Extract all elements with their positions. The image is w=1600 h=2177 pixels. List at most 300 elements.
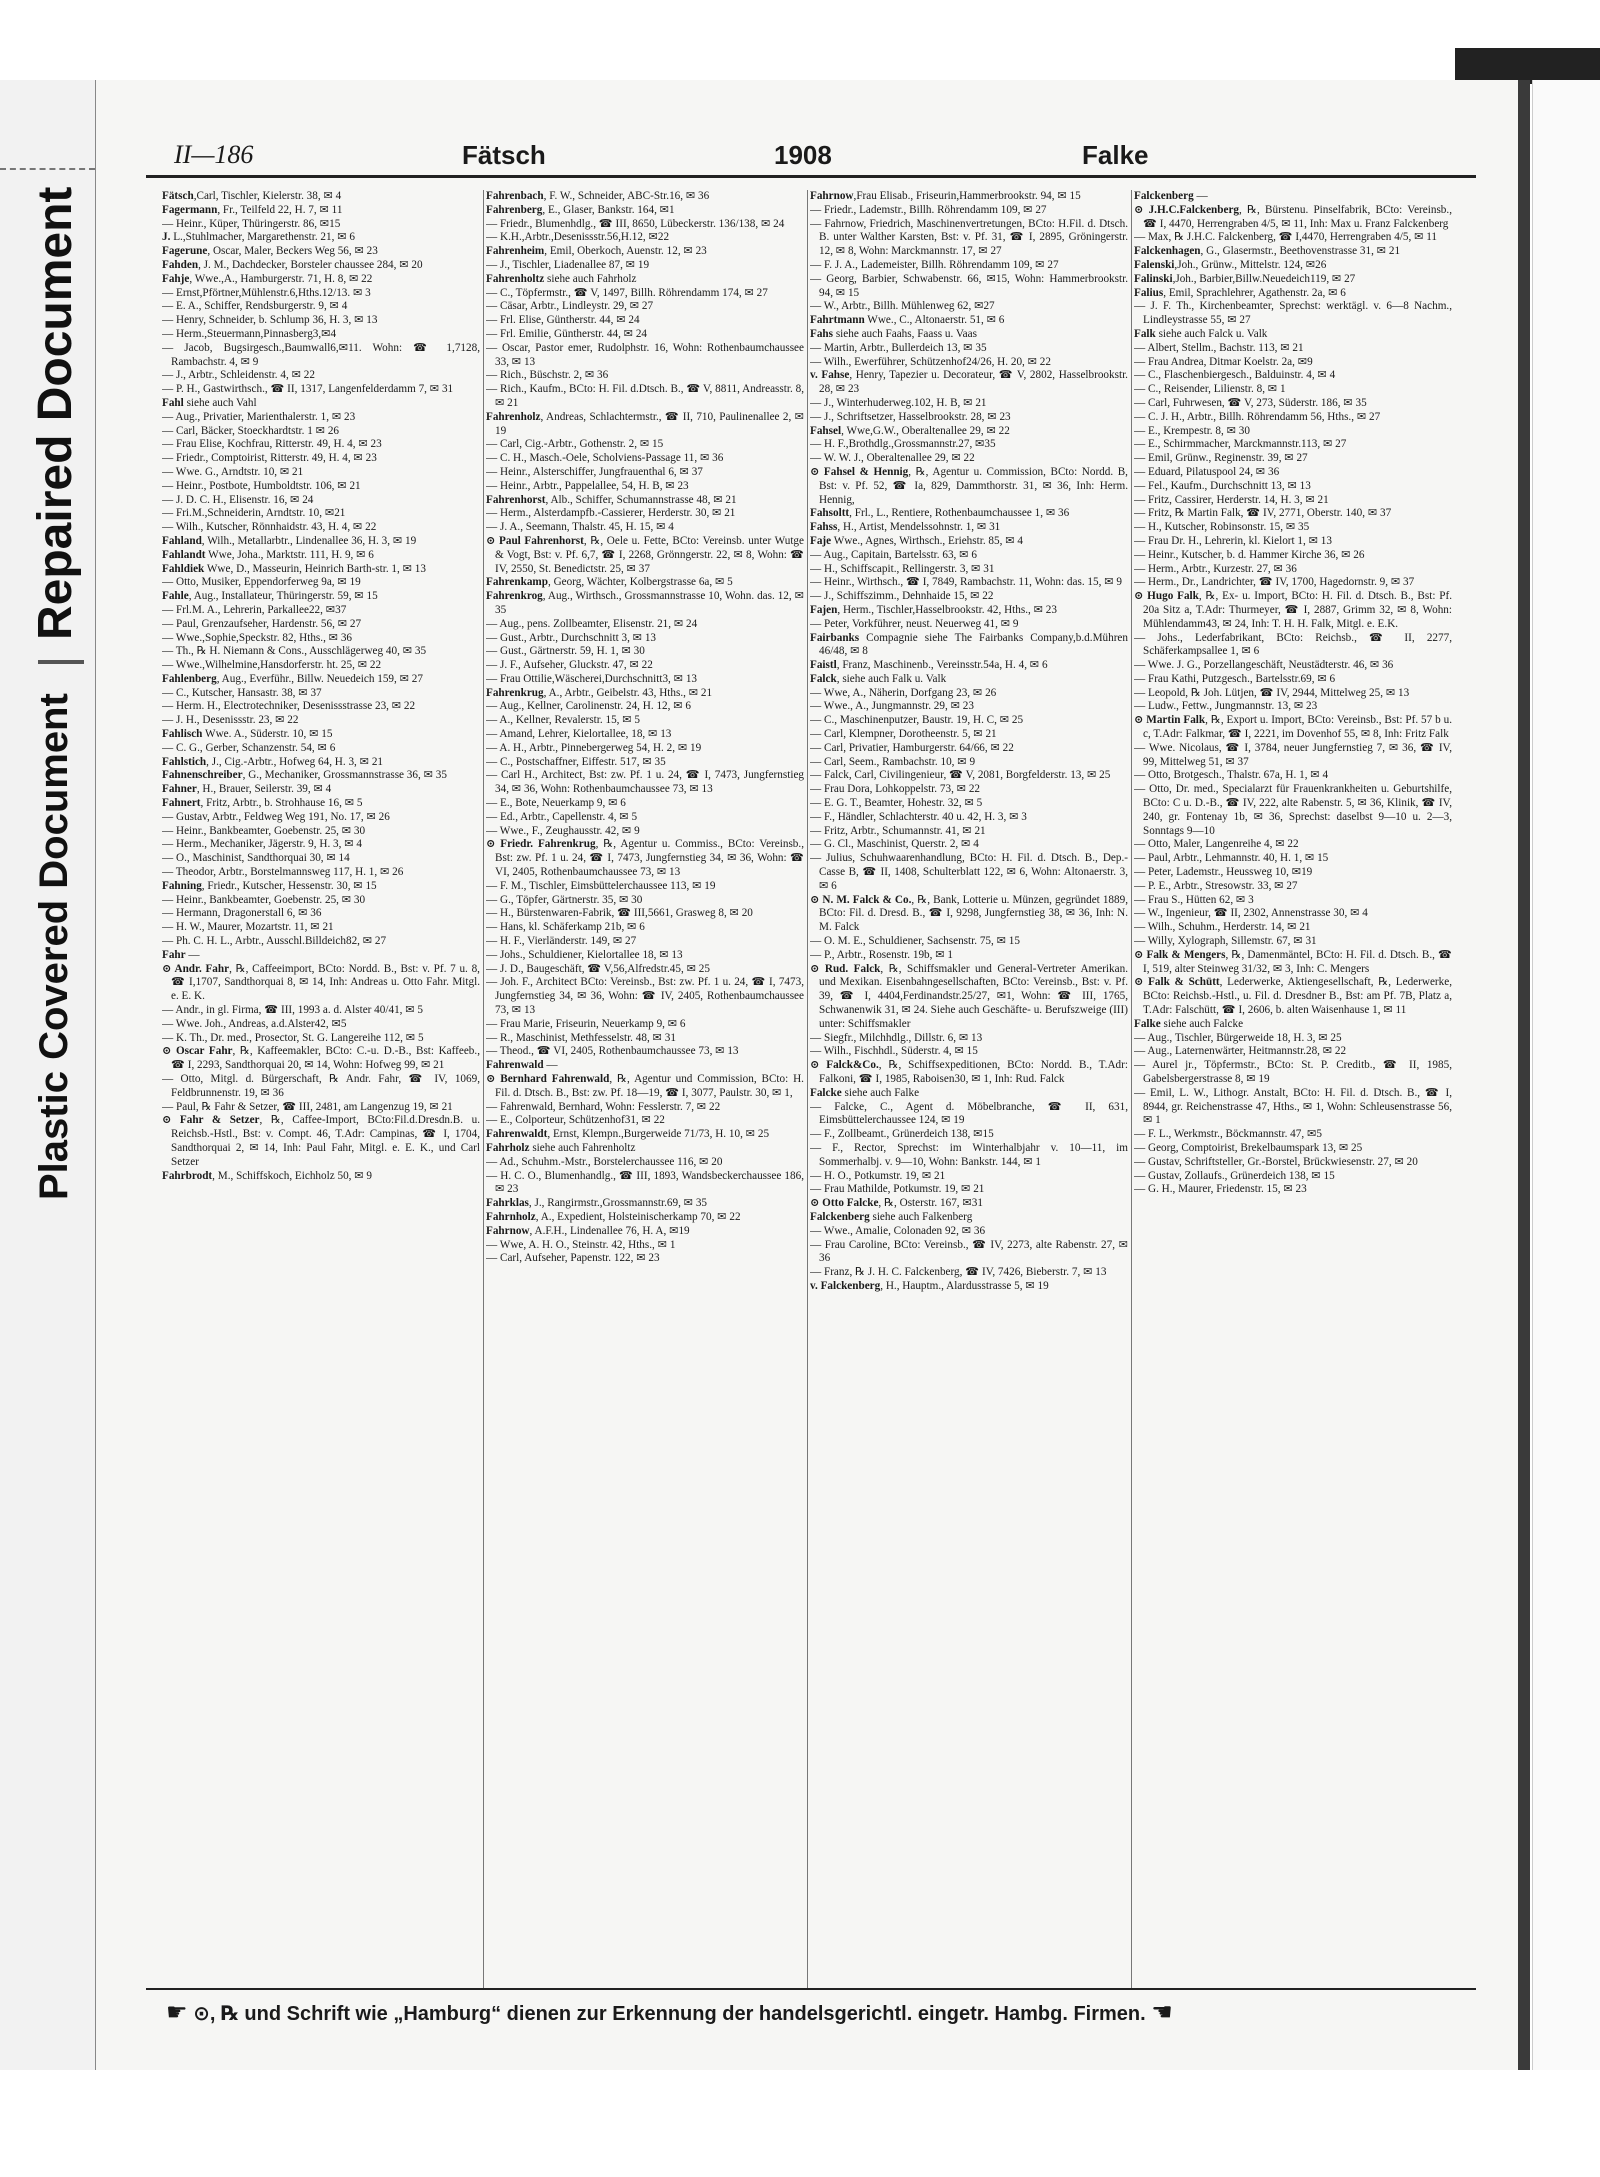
directory-entry: — Gustav, Zollaufs., Grünerdeich 138, ✉ 15	[1134, 1169, 1335, 1182]
directory-entry: — Otto, Musiker, Eppendorferweg 9a, ✉ 19	[162, 576, 361, 589]
directory-entry: — C., Kutscher, Hansastr. 38, ✉ 37	[162, 686, 322, 699]
directory-entry: — Herm.,Steuermann,Pinnasberg3,✉4	[162, 327, 337, 340]
directory-entry: — C. G., Gerber, Schanzenstr. 54, ✉ 6	[162, 741, 336, 754]
directory-entry: — Cäsar, Arbtr., Lindleystr. 29, ✉ 27	[486, 300, 654, 313]
directory-entry: Fahl siehe auch Vahl	[162, 396, 257, 409]
entry-surname: Fahr	[162, 948, 186, 961]
directory-entry: ⊙ Friedr. Fahrenkrug, ℞, Agentur u. Commiss., BCto: Vereinsb., Bst: zw. Pf. 1 u. 24, ☎ I, 7473, Jungfernstieg 34, ✉ 36, Wohn: ☎ VI, 2405, Rothenbaumchaussee 73, ✉ 13	[486, 838, 804, 879]
directory-entry: — Amand, Lehrer, Kielortallee, 18, ✉ 13	[486, 728, 672, 741]
directory-entry: — Georg, Barbier, Schwabenstr. 66, ✉15, Wohn: Hammerbrookstr. 94, ✉ 15	[810, 272, 1128, 299]
directory-entry: — Gustav, Schriftsteller, Gr.-Borstel, Brückwiesenstr. 27, ✉ 20	[1134, 1155, 1418, 1168]
directory-entry: — Aug., pens. Zollbeamter, Elisenstr. 21, ✉ 24	[486, 617, 698, 630]
directory-entry: ⊙ Fahsel & Hennig, ℞, Agentur u. Commission, BCto: Nordd. B, Bst: v. Pf. 52, ☎ Ia, 829, Dammthorstr. 31, ✉ 36, Inh: Herm. Hennig,	[810, 465, 1128, 506]
directory-entry: Fahle, Aug., Installateur, Thüringerstr. 59, ✉ 15	[162, 590, 378, 603]
directory-entry: Fahrnholz, A., Expedient, Holsteinischerkamp 70, ✉ 22	[486, 1210, 741, 1223]
directory-entry: — Wwe, A. H. O., Steinstr. 42, Hths., ✉ 1	[486, 1238, 676, 1251]
entry-surname: Fahrnholz	[486, 1210, 536, 1223]
directory-entry: ⊙ Falk & Schütt, Lederwerke, Aktiengesellschaft, ℞, Lederwerke, BCto: Reichsb.-Hstl., u. Fil. d. Dresdner B., Bst: am Pf. 7B, Platz a, T.Adr: Falschütt, ☎ I, 2606, b. alten Waisenhause 1, ✉ 11	[1134, 976, 1452, 1017]
directory-entry: — Paul, ℞ Fahr & Setzer, ☎ III, 2481, am Langenzug 19, ✉ 21	[162, 1100, 453, 1113]
directory-entry: — Ad., Schuhm.-Mstr., Borstelerchaussee 116, ✉ 20	[486, 1155, 723, 1168]
entry-surname: Fahrenholz	[486, 410, 541, 423]
directory-entry: — Hermann, Dragonerstall 6, ✉ 36	[162, 907, 322, 920]
directory-entry: — R., Maschinist, Methfesselstr. 48, ✉ 31	[486, 1031, 676, 1044]
entry-surname: ⊙ Friedr. Fahrenkrug	[486, 838, 596, 851]
directory-entry: — Theodor, Arbtr., Borstelmannsweg 117, H. 1, ✉ 26	[162, 866, 404, 879]
entry-surname: Falinski	[1134, 272, 1173, 285]
directory-entry: — J., Schiffszimm., Dehnhaide 15, ✉ 22	[810, 590, 994, 603]
directory-entry: Fahldiek Wwe, D., Masseurin, Heinrich Barth-str. 1, ✉ 13	[162, 562, 426, 575]
directory-entry: — J., Winterhuderweg.102, H. B, ✉ 21	[810, 396, 987, 409]
directory-entry: Fahrenwaldt, Ernst, Klempn.,Burgerweide 71/73, H. 10, ✉ 25	[486, 1128, 770, 1141]
directory-entry: — Frau Ottilie,Wäscherei,Durchschnitt3, ✉ 13	[486, 672, 698, 685]
directory-entry: ⊙ J.H.C.Falckenberg, ℞, Bürstenu. Pinselfabrik, BCto: Vereinsb., ☎ I, 4470, Herrengraben 4/5, ✉ 11, Inh: Max u. Franz Falckenberg	[1134, 203, 1452, 230]
directory-entry: ⊙ Otto Falcke, ℞, Osterstr. 167, ✉31	[810, 1197, 983, 1210]
directory-entry: — Ludw., Fettw., Jungmannstr. 13, ✉ 23	[1134, 700, 1318, 713]
directory-entry: — Fahrenwald, Bernhard, Wohn: Fesslerstr. 7, ✉ 22	[486, 1100, 721, 1113]
directory-entry: — Fahrnow, Friedrich, Maschinenvertretungen, BCto: H.Fil. d. Dtsch. B. unter Walther Karsten, Bst: v. Pf. 31, ☎ I, 2895, Gröningerstr. 12, ✉ 8, Wohn: Marckmannstr. 17, ✉ 27	[810, 217, 1128, 258]
directory-entry: — Franz, ℞ J. H. C. Falckenberg, ☎ IV, 7426, Bieberstr. 7, ✉ 13	[810, 1266, 1107, 1279]
directory-entry: — O. M. E., Schuldiener, Sachsenstr. 75, ✉ 15	[810, 935, 1020, 948]
entry-surname: Fahsel	[810, 424, 842, 437]
entry-surname: Fahrenhorst	[486, 493, 546, 506]
directory-entry: Falke siehe auch Falcke	[1134, 1017, 1244, 1030]
directory-entry: Fahrenkrug, A., Arbtr., Geibelstr. 43, Hths., ✉ 21	[486, 686, 713, 699]
entry-surname: ⊙ Falk & Schütt	[1134, 976, 1220, 989]
directory-entry: Fahrenbach, F. W., Schneider, ABC-Str.16, ✉ 36	[486, 190, 710, 202]
directory-entry: Fagerune, Oscar, Maler, Beckers Weg 56, ✉ 23	[162, 245, 378, 258]
directory-entry: — Emil, L. W., Lithogr. Anstalt, BCto: H. Fil. d. Dtsch. B., ☎ I, 8944, gr. Reichenstrasse 47, Hths., ✉ 1, Wohn: Schleusenstrasse 56, ✉ 1	[1134, 1086, 1452, 1127]
entry-surname: ⊙ Rud. Falck	[810, 962, 881, 975]
entry-surname: Fahrenwaldt	[486, 1128, 548, 1141]
directory-entry: — Aug., Capitain, Bartelsstr. 63, ✉ 6	[810, 548, 977, 561]
entry-surname: Fahrklas	[486, 1197, 529, 1210]
entry-surname: Fahrenwald	[486, 1059, 544, 1072]
directory-entry: — H. C. O., Blumenhandlg., ☎ III, 1893, Wandsbeckerchaussee 186, ✉ 23	[486, 1169, 804, 1196]
directory-entry: ⊙ Rud. Falck, ℞, Schiffsmakler und General-Vertreter Amerikan. und Mexikan. Eisenbahngesellschaften, BCto: Vereinsb., Bst: v. Pf. 39, ☎ I, 4404,Ferdinandstr.25/27, ✉1, Wohn: ☎ III, 1765, Schwanenwik 31, ✉ 24. Siehe auch Geschäfte- u. Berufszweige (III) unter: Schiffsmakler	[810, 962, 1128, 1030]
directory-entry: Fahlandt Wwe, Joha., Marktstr. 111, H. 9, ✉ 6	[162, 548, 374, 561]
entry-surname: Fagermann	[162, 203, 218, 216]
directory-entry: — Andr., in gl. Firma, ☎ III, 1993 a. d. Alster 40/41, ✉ 5	[162, 1004, 424, 1017]
directory-entry: v. Fahse, Henry, Tapezier u. Decorateur, ☎ V, 2802, Hasselbrookstr. 28, ✉ 23	[810, 369, 1128, 396]
directory-entry: — Frau S., Hütten 62, ✉ 3	[1134, 893, 1254, 906]
entry-surname: Fahrtmann	[810, 314, 865, 327]
directory-entry: — Frau Elise, Kochfrau, Ritterstr. 49, H. 4, ✉ 23	[162, 438, 382, 451]
entry-surname: Fätsch	[162, 190, 194, 202]
directory-entry: — Heinr., Kutscher, b. d. Hammer Kirche 36, ✉ 26	[1134, 548, 1365, 561]
directory-entry: Fahrnow,Frau Elisab., Friseurin,Hammerbrookstr. 94, ✉ 15	[810, 190, 1081, 202]
directory-entry: — H., Kutscher, Robinsonstr. 15, ✉ 35	[1134, 521, 1310, 534]
directory-entry: — Rich., Büschstr. 2, ✉ 36	[486, 369, 609, 382]
entry-surname: v. Falckenberg	[810, 1279, 881, 1292]
entry-surname: ⊙ J.H.C.Falckenberg	[1134, 203, 1240, 216]
directory-entry: — Gust., Arbtr., Durchschnitt 3, ✉ 13	[486, 631, 657, 644]
directory-entry: — C. J. H., Arbtr., Billh. Röhrendamm 56, Hths., ✉ 27	[1134, 410, 1381, 423]
header-rule	[146, 175, 1476, 178]
directory-entry: — Otto, Mitgl. d. Bürgerschaft, ℞ Andr. Fahr, ☎ IV, 1069, Feldbrunnenstr. 19, ✉ 36	[162, 1073, 480, 1099]
side-label-plastic: Plastic Covered Document	[32, 693, 76, 1200]
directory-entry: Falck, siehe auch Falk u. Valk	[810, 672, 947, 685]
directory-entry: Fahr —	[162, 948, 200, 961]
directory-entry: Fahrtmann Wwe., C., Altonaerstr. 51, ✉ 6	[810, 314, 1005, 327]
directory-entry: — Wilh., Fischhdl., Süderstr. 4, ✉ 15	[810, 1045, 978, 1058]
directory-page	[96, 80, 1518, 2070]
directory-entry: — P. H., Gastwirthsch., ☎ II, 1317, Langenfelderdamm 7, ✉ 31	[162, 383, 454, 396]
entry-surname: Fahden	[162, 258, 199, 271]
side-label-repaired: Repaired Document	[29, 186, 82, 640]
entry-surname: ⊙ Bernhard Fahrenwald	[486, 1073, 610, 1085]
directory-entry: — Wwe., A., Jungmannstr. 29, ✉ 23	[810, 700, 974, 713]
directory-entry: — J., Schriftsetzer, Hasselbrookstr. 28, ✉ 23	[810, 410, 1011, 423]
directory-entry: — Gustav, Arbtr., Feldweg Weg 191, No. 17, ✉ 26	[162, 810, 390, 823]
entry-surname: Fahning	[162, 879, 202, 892]
entry-surname: Falcke	[810, 1086, 842, 1099]
directory-entry: ⊙ Fahr & Setzer, ℞, Caffee-Import, BCto:Fil.d.Dresdn.B. u. Reichsb.-Hstl., Bst: v. Compt. 46, T.Adr: Campinas, ☎ I, 1704, Sandthorquai 2, ✉ 14, Inh: Paul Fahr, Mitgl. e. E. K., und Carl Setzer	[162, 1114, 480, 1168]
directory-entry: — Georg, Comptoirist, Brekelbaumspark 13, ✉ 25	[1134, 1141, 1363, 1154]
entry-surname: v. Fahse	[810, 369, 850, 382]
entry-surname: Fahrenberg	[486, 203, 543, 216]
directory-entry: — Frl. Elise, Güntherstr. 44, ✉ 24	[486, 314, 640, 327]
entry-surname: Falk	[1134, 327, 1156, 340]
directory-entry: — Falcke, C., Agent d. Möbelbranche, ☎ II, 631, Eimsbüttelerchaussee 124, ✉ 19	[810, 1100, 1128, 1127]
directory-entry: Fahlenberg, Aug., Everführ., Billw. Neuedeich 159, ✉ 27	[162, 672, 423, 685]
directory-entry: — Willy, Xylograph, Sillemstr. 67, ✉ 31	[1134, 935, 1317, 948]
directory-entry: — Otto, Brotgesch., Thalstr. 67a, H. 1, ✉ 4	[1134, 769, 1329, 782]
directory-entry: — Wwe, A., Näherin, Dorfgang 23, ✉ 26	[810, 686, 997, 699]
directory-entry: Fahrbrodt, M., Schiffskoch, Eichholz 50, ✉ 9	[162, 1169, 373, 1182]
directory-entry: — Frau Dr. H., Lehrerin, kl. Kielort 1, ✉ 13	[1134, 534, 1332, 547]
entry-surname: Fagerune	[162, 245, 208, 258]
directory-entry: — Wwe. J. G., Porzellangeschäft, Neustädterstr. 46, ✉ 36	[1134, 659, 1394, 672]
directory-entry: — Wilh., Schuhm., Herderstr. 14, ✉ 21	[1134, 921, 1311, 934]
directory-entry: — Aug., Kellner, Carolinenstr. 24, H. 12, ✉ 6	[486, 700, 691, 713]
entry-surname: Fahrenkrug	[486, 686, 544, 699]
directory-entry: — K.H.,Arbtr.,Desenissstr.56,H.12, ✉22	[486, 231, 670, 244]
directory-entry: — Max, ℞ J.H.C. Falckenberg, ☎ I,4470, Herrengraben 4/5, ✉ 11	[1134, 231, 1438, 244]
entry-surname: ⊙ N. M. Falck & Co.	[810, 893, 912, 906]
directory-entry: — Carl, Bäcker, Stoeckhardtstr. 1 ✉ 26	[162, 424, 340, 437]
directory-entry: Fahrenholz, Andreas, Schlachtermstr., ☎ II, 710, Paulinenallee 2, ✉ 19	[486, 410, 804, 437]
directory-entry: — H. F., Vierländerstr. 149, ✉ 27	[486, 935, 637, 948]
directory-entry: — Johs., Schuldiener, Kielortallee 18, ✉ 13	[486, 948, 683, 961]
directory-entry: Fahsel, Wwe,G.W., Oberaltenallee 29, ✉ 22	[810, 424, 1010, 437]
directory-entry: — E., Colporteur, Schützenhof31, ✉ 22	[486, 1114, 665, 1127]
entry-surname: ⊙ Martin Falk	[1134, 714, 1206, 727]
entry-surname: Fahrenkrog	[486, 590, 543, 603]
directory-entry: — E., Krempestr. 8, ✉ 30	[1134, 424, 1250, 437]
directory-entry: — Carl, Fuhrwesen, ☎ V, 273, Süderstr. 186, ✉ 35	[1134, 396, 1367, 409]
entry-surname: Fahs	[810, 327, 834, 340]
directory-entry: — Aug., Tischler, Bürgerweide 18, H. 3, ✉ 25	[1134, 1031, 1342, 1044]
directory-entry: ⊙ Paul Fahrenhorst, ℞, Oele u. Fette, BCto: Vereinsb. unter Wutge & Vogt, Bst: v. Pf. 6,7, ☎ I, 2268, Grönngerstr. 22, ✉ 8, Wohn: ☎ IV, 2550, St. Benedictstr. 25, ✉ 37	[486, 534, 804, 575]
directory-entry: — O., Maschinist, Sandthorquai 30, ✉ 14	[162, 852, 350, 865]
directory-entry: — H. O., Potkumstr. 19, ✉ 21	[810, 1169, 946, 1182]
directory-entry: Fagermann, Fr., Teilfeld 22, H. 7, ✉ 11	[162, 203, 343, 216]
directory-entry: ⊙ Falk & Mengers, ℞, Damenmäntel, BCto: H. Fil. d. Dtsch. B., ☎ I, 519, alter Steinweg 31/32, ✉ 3, Inh: C. Mengers	[1134, 948, 1452, 975]
entry-surname: Fahland	[162, 534, 202, 547]
header-last-word: Falke	[1082, 140, 1149, 170]
directory-entry: — Wwe., Amalie, Colonaden 92, ✉ 36	[810, 1224, 986, 1237]
directory-entry: — Wwe.,Sophie,Speckstr. 82, Hths., ✉ 36	[162, 631, 353, 644]
directory-entry: Fahnenschreiber, G., Mechaniker, Grossmannstrasse 36, ✉ 35	[162, 769, 447, 782]
entry-surname: Fairbanks	[810, 631, 860, 644]
directory-entry: — Friedr., Comptoirist, Ritterstr. 49, H. 4, ✉ 23	[162, 452, 377, 465]
directory-entry: Falk siehe auch Falck u. Valk	[1134, 327, 1268, 340]
directory-entry: — A., Kellner, Revalerstr. 15, ✉ 5	[486, 714, 641, 727]
page-edge-shadow	[1518, 80, 1530, 2070]
entry-surname: Fajen	[810, 603, 838, 616]
entry-surname: Fahldiek	[162, 562, 205, 575]
directory-entry: — E. A., Schiffer, Rendsburgerstr. 9, ✉ 4	[162, 300, 348, 313]
adjacent-page-edge	[1532, 80, 1600, 2070]
directory-entry: — Heinr., Bankbeamter, Goebenstr. 25, ✉ 30	[162, 824, 366, 837]
directory-entry: — Paul, Grenzaufseher, Hardenstr. 56, ✉ 27	[162, 617, 362, 630]
directory-entry: — Aug., Privatier, Marienthalerstr. 1, ✉ 23	[162, 410, 356, 423]
directory-entry: — Aurel jr., Töpfermstr., BCto: St. P. Creditb., ☎ II, 1985, Gabelsbergerstrasse 8, ✉ 19	[1134, 1059, 1452, 1085]
directory-entry: — Frau Caroline, BCto: Vereinsb., ☎ IV, 2273, alte Rabenstr. 27, ✉ 36	[810, 1238, 1128, 1265]
directory-entry: — Th., ℞ H. Niemann & Cons., Ausschlägerweg 40, ✉ 35	[162, 645, 427, 658]
directory-entry: — Paul, Arbtr., Lehmannstr. 40, H. 1, ✉ 15	[1134, 852, 1329, 865]
column-divider	[483, 190, 484, 1990]
entry-surname: Fahsoltt	[810, 507, 850, 520]
directory-entry: — Albert, Stellm., Bachstr. 113, ✉ 21	[1134, 341, 1304, 354]
directory-entry: ⊙ N. M. Falck & Co., ℞, Bank, Lotterie u. Münzen, gegründet 1889, BCto: Fil. d. Dresd. B., ☎ I, 9298, Jungfernstieg 38, ✉ 36, Inh: N. M. Falck	[810, 893, 1128, 934]
directory-entry: ⊙ Andr. Fahr, ℞, Caffeeimport, BCto: Nordd. B., Bst: v. Pf. 7 u. 8, ☎ I,1707, Sandthorquai 8, ✉ 14, Inh: Andreas u. Otto Fahr. Mitgl. e. E. K.	[162, 962, 480, 1003]
directory-entry: — J. D. C. H., Elisenstr. 16, ✉ 24	[162, 493, 314, 506]
directory-entry: Fahrenkrog, Aug., Wirthsch., Grossmannstrasse 10, Wohn. das. 12, ✉ 35	[486, 590, 804, 616]
directory-entry: ⊙ Martin Falk, ℞, Export u. Import, BCto: Vereinsb., Bst: Pf. 57 b u. c, T.Adr: Falkmar, ☎ I, 2221, im Dovenhof 55, ✉ 8, Inh: Fritz Falk	[1134, 714, 1452, 741]
directory-entry: — Wwe. Joh., Andreas, a.d.Alster42, ✉5	[162, 1017, 347, 1030]
directory-entry: Fahrholz siehe auch Fahrenholtz	[486, 1141, 636, 1154]
directory-entry: Fahrenberg, E., Glaser, Bankstr. 164, ✉1	[486, 203, 675, 216]
directory-entry: Fahlstich, J., Cig.-Arbtr., Hofweg 64, H. 3, ✉ 21	[162, 755, 384, 768]
directory-entry: — Frau Mathilde, Potkumstr. 19, ✉ 21	[810, 1183, 985, 1196]
directory-entry: — E., Schirmmacher, Marckmannstr.113, ✉ 27	[1134, 438, 1347, 451]
page-header	[116, 140, 1476, 180]
directory-entry: Faistl, Franz, Maschinenb., Vereinsstr.54a, H. 4, ✉ 6	[810, 659, 1048, 672]
entry-surname: Fahner	[162, 783, 197, 796]
directory-entry: — E. G. T., Beamter, Hohestr. 32, ✉ 5	[810, 797, 983, 810]
directory-entry: — P., Arbtr., Rosenstr. 19b, ✉ 1	[810, 948, 954, 961]
directory-entry: — G. Cl., Maschinist, Querstr. 2, ✉ 4	[810, 838, 979, 851]
side-label-separator	[38, 660, 84, 664]
directory-entry: Fahrnow, A.F.H., Lindenallee 76, H. A, ✉19	[486, 1224, 690, 1237]
directory-entry: Fairbanks Compagnie siehe The Fairbanks Company,b.d.Mühren 46/48, ✉ 8	[810, 631, 1128, 658]
directory-entry: — Peter, Lademstr., Heussweg 10, ✉19	[1134, 866, 1313, 879]
footer-rule	[146, 1988, 1476, 1990]
header-year: 1908	[774, 140, 832, 170]
directory-entry: — Otto, Dr. med., Specialarzt für Frauenkrankheiten u. Geburtshilfe, BCto: C u. D.-B., ☎ IV, 222, alte Rabenstr. 5, ✉ 36, Klinik, ☎ IV, 240, gr. Fontenay 1b, ✉ 36, Sprechst: daselbst 9—10 u. 2—3, Sonntags 9—10	[1134, 783, 1452, 837]
directory-entry: — Heinr., Alsterschiffer, Jungfrauenthal 6, ✉ 37	[486, 465, 703, 478]
directory-entry: Fahrenwald —	[486, 1059, 558, 1072]
directory-entry: Falinski,Joh., Barbier,Billw.Neuedeich119, ✉ 27	[1134, 272, 1356, 285]
directory-entry: — Ph. C. H. L., Arbtr., Ausschl.Billdeich82, ✉ 27	[162, 935, 387, 948]
directory-entry: — J., Arbtr., Schleidenstr. 4, ✉ 22	[162, 369, 315, 382]
header-first-word: Fätsch	[462, 140, 546, 170]
entry-surname: Fahrbrodt	[162, 1169, 213, 1182]
directory-entry: Falenski,Joh., Grünw., Mittelstr. 124, ✉26	[1134, 258, 1327, 271]
entry-surname: Fahrnow	[486, 1224, 530, 1237]
entry-surname: Fahrenkamp	[486, 576, 548, 589]
directory-entry: — Heinr., Postbote, Humboldtstr. 106, ✉ 21	[162, 479, 361, 492]
entry-surname: Fahrnow	[810, 190, 854, 202]
directory-entry: — J. F. Th., Kirchenbeamter, Sprechst: werktägl. v. 6—8 Nachm., Lindleystrasse 55, ✉ 27	[1134, 300, 1452, 327]
directory-entry: — Frl. Emilie, Güntherstr. 44, ✉ 24	[486, 327, 648, 340]
directory-entry: — F. J. A., Lademeister, Billh. Röhrendamm 109, ✉ 27	[810, 258, 1059, 271]
column-divider	[807, 190, 808, 1990]
directory-entry: — Fritz, ℞ Martin Falk, ☎ IV, 2771, Oberstr. 140, ✉ 37	[1134, 507, 1392, 520]
directory-entry: — F., Rector, Sprechst: im Winterhalbjahr v. 10—11, im Sommerhalbj. v. 9—10, Wohn: Bankstr. 144, ✉ 1	[810, 1141, 1128, 1168]
directory-entry: — A. H., Arbtr., Pinnebergerweg 54, H. 2, ✉ 19	[486, 741, 702, 754]
directory-entry: Faje Wwe., Agnes, Wirthsch., Eriehstr. 85, ✉ 4	[810, 534, 1023, 547]
directory-entry: Falckenberg siehe auch Falkenberg	[810, 1210, 973, 1223]
scanner-dark-corner	[1455, 48, 1600, 84]
entry-surname: Falckenberg	[1134, 190, 1194, 202]
directory-entry: — Frau Kathi, Putzgesch., Bartelsstr.69, ✉ 6	[1134, 672, 1336, 685]
directory-entry: — C., Reisender, Lilienstr. 8, ✉ 1	[1134, 383, 1286, 396]
directory-entry: Fahrenkamp, Georg, Wächter, Kolbergstrasse 6a, ✉ 5	[486, 576, 733, 589]
directory-entry: — C., Postschaffner, Eiffestr. 517, ✉ 35	[486, 755, 666, 768]
directory-entry: Fahlisch Wwe. A., Süderstr. 10, ✉ 15	[162, 728, 333, 741]
directory-entry: — H., Bürstenwaren-Fabrik, ☎ III,5661, Grasweg 8, ✉ 20	[486, 907, 753, 920]
directory-entry: v. Falckenberg, H., Hauptm., Alardusstrasse 5, ✉ 19	[810, 1279, 1049, 1292]
directory-entry: Fahrklas, J., Rangirmstr.,Grossmannstr.69, ✉ 35	[486, 1197, 708, 1210]
entry-surname: Faistl	[810, 659, 837, 672]
directory-entry: — Ed., Arbtr., Capellenstr. 4, ✉ 5	[486, 810, 638, 823]
directory-entry: — Heinr., Arbtr., Pappelallee, 54, H. B, ✉ 23	[486, 479, 689, 492]
directory-entry: — H. F.,Brothdlg.,Grossmannstr.27, ✉35	[810, 438, 996, 451]
directory-entry: — C. H., Masch.-Oele, Scholviens-Passage 11, ✉ 36	[486, 452, 724, 465]
entry-surname: Fahlstich	[162, 755, 207, 768]
entry-surname: ⊙ Fahr & Setzer	[162, 1114, 260, 1127]
directory-entry: — Joh. F., Architect BCto: Vereinsb., Bst: zw. Pf. 1 u. 24, ☎ I, 7473, Jungfernstieg 34, ✉ 36, Wohn: ☎ IV, 2405, Rothenbaumchaussee 73, ✉ 13	[486, 976, 804, 1017]
directory-entry: — C., Töpfermstr., ☎ V, 1497, Billh. Röhrendamm 174, ✉ 27	[486, 286, 768, 299]
directory-entry: — J. H., Desenissstr. 23, ✉ 22	[162, 714, 299, 727]
directory-entry: Fahrenheim, Emil, Oberkoch, Auenstr. 12, ✉ 23	[486, 245, 707, 258]
entry-surname: Fahrholz	[486, 1141, 530, 1154]
directory-entry: — Martin, Arbtr., Bullerdeich 13, ✉ 35	[810, 341, 987, 354]
directory-entry: — Henry, Schneider, b. Schlump 36, H. 3, ✉ 13	[162, 314, 378, 327]
footer-note: ⊙, ℞ und Schrift wie „Hamburg“ dienen zur Erkennung der handelsgerichtl. eingetr. Hambg. Firmen.	[193, 2003, 1146, 2025]
directory-entry: — J. D., Baugeschäft, ☎ V,56,Alfredstr.45, ✉ 25	[486, 962, 710, 975]
directory-entry: Fahs siehe auch Faahs, Faass u. Vaas	[810, 327, 977, 340]
directory-entry: ⊙ Falck&Co., ℞, Schiffsexpeditionen, BCto: Nordd. B., T.Adr: Falkoni, ☎ I, 1985, Raboisen30, ✉ 1, Inh: Rud. Falck	[810, 1059, 1128, 1085]
directory-entry: — Heinr., Küper, Thüringerstr. 86, ✉15	[162, 217, 341, 230]
entry-surname: Faje	[810, 534, 832, 547]
directory-entry: — Friedr., Blumenhdlg., ☎ III, 8650, Lübeckerstr. 136/138, ✉ 24	[486, 217, 785, 230]
entry-surname: Fahje	[162, 272, 190, 285]
directory-entry: Fahland, Wilh., Metallarbtr., Lindenallee 36, H. 3, ✉ 19	[162, 534, 417, 547]
directory-entry: — Oscar, Pastor emer, Rudolphstr. 16, Wohn: Rothenbaumchaussee 33, ✉ 13	[486, 341, 804, 368]
entry-column-2	[486, 190, 804, 1990]
entry-column-3	[810, 190, 1128, 1990]
directory-entry: — Johs., Lederfabrikant, BCto: Reichsb., ☎ II, 2277, Schäferkampsallee 1, ✉ 6	[1134, 631, 1452, 658]
directory-entry: Falius, Emil, Sprachlehrer, Agathenstr. 2a, ✉ 6	[1134, 286, 1346, 299]
dashed-edge-line	[0, 168, 95, 170]
directory-entry: — Wwe. G., Arndtstr. 10, ✉ 21	[162, 465, 304, 478]
directory-entry: Fahje, Wwe.,A., Hamburgerstr. 71, H. 8, ✉ 22	[162, 272, 373, 285]
entry-surname: ⊙ Fahsel & Hennig	[810, 465, 909, 478]
page-footer	[166, 1998, 1486, 2027]
directory-entry: — Herm., Arbtr., Kurzestr. 27, ✉ 36	[1134, 562, 1297, 575]
directory-entry: — Wwe. Nicolaus, ☎ I, 3784, neuer Jungfernstieg 7, ✉ 36, ☎ IV, 99, Mittelweg 51, ✉ 37	[1134, 741, 1452, 768]
page-number: II—186	[174, 140, 254, 169]
entry-surname: ⊙ Oscar Fahr	[162, 1045, 233, 1058]
entry-column-1	[162, 190, 480, 1990]
directory-entry: — Fri.M.,Schneiderin, Arndtstr. 10, ✉21	[162, 507, 346, 520]
entry-surname: Fahrenholtz	[486, 272, 545, 285]
entry-surname: Fahrenbach	[486, 190, 544, 202]
pointing-hand-right-icon: ☚	[1151, 1999, 1173, 2026]
entry-surname: Falckenberg	[810, 1210, 870, 1223]
directory-entry: — Hans, kl. Schäferkamp 21b, ✉ 6	[486, 921, 645, 934]
entry-surname: Fahrenheim	[486, 245, 545, 258]
directory-entry: Falcke siehe auch Falke	[810, 1086, 920, 1099]
directory-entry: — Fritz, Arbtr., Schumannstr. 41, ✉ 21	[810, 824, 986, 837]
entry-surname: Fahlandt	[162, 548, 206, 561]
directory-entry: — Carl, Seem., Rambachstr. 10, ✉ 9	[810, 755, 976, 768]
directory-entry: — Herm., Mechaniker, Jägerstr. 9, H. 3, ✉ 4	[162, 838, 362, 851]
directory-entry: — Carl, Privatier, Hamburgerstr. 64/66, ✉ 22	[810, 741, 1014, 754]
directory-entry: — F., Zollbeamt., Grünerdeich 138, ✉15	[810, 1128, 994, 1141]
directory-entry: — Carl H., Architect, Bst: zw. Pf. 1 u. 24, ☎ I, 7473, Jungfernstieg 34, ✉ 36, Wohn: Rothenbaumchaussee 73, ✉ 13	[486, 769, 804, 796]
directory-entry: — Carl, Aufseher, Papenstr. 122, ✉ 23	[486, 1252, 660, 1265]
directory-entry: — F. L., Werkmstr., Böckmannstr. 47, ✉5	[1134, 1128, 1322, 1141]
entry-surname: Fahnert	[162, 797, 201, 810]
directory-entry: — Leopold, ℞ Joh. Lütjen, ☎ IV, 2944, Mittelweg 25, ✉ 13	[1134, 686, 1410, 699]
directory-entry: — Frau Marie, Friseurin, Neuerkamp 9, ✉ 6	[486, 1017, 686, 1030]
directory-entry: — Carl, Cig.-Arbtr., Gothenstr. 2, ✉ 15	[486, 438, 664, 451]
directory-entry: — Aug., Laternenwärter, Heitmannstr.28, ✉ 22	[1134, 1045, 1347, 1058]
directory-entry: — F., Händler, Schlachterstr. 40 u. 42, H. 3, ✉ 3	[810, 810, 1027, 823]
entry-surname: Falenski	[1134, 258, 1175, 271]
directory-entry: — Herm., Dr., Landrichter, ☎ IV, 1700, Hagedornstr. 9, ✉ 37	[1134, 576, 1415, 589]
directory-entry: — Theod., ☎ VI, 2405, Rothenbaumchaussee 73, ✉ 13	[486, 1045, 739, 1058]
directory-entry: — H., Schiffscapit., Rellingerstr. 3, ✉ 31	[810, 562, 995, 575]
directory-entry: — Eduard, Pilatuspool 24, ✉ 36	[1134, 465, 1280, 478]
directory-entry: — G., Töpfer, Gärtnerstr. 35, ✉ 30	[486, 893, 643, 906]
directory-entry: Fätsch,Carl, Tischler, Kielerstr. 38, ✉ 4	[162, 190, 342, 202]
directory-entry: — G. H., Maurer, Friedenstr. 15, ✉ 23	[1134, 1183, 1307, 1196]
directory-entry: J. L.,Stuhlmacher, Margarethenstr. 21, ✉ 6	[162, 231, 355, 244]
directory-entry: — Herm. H., Electrotechniker, Desenissstrasse 23, ✉ 22	[162, 700, 416, 713]
directory-entry: — J., Tischler, Liadenallee 87, ✉ 19	[486, 258, 650, 271]
directory-entry: ⊙ Hugo Falk, ℞, Ex- u. Import, BCto: H. Fil. d. Dtsch. B., Bst: Pf. 20a Sitz a, T.Adr: Thurmeyer, ☎ I, 2887, Grimm 32, ✉ 8, Wohn: Mühlendamm43, ✉ 24, Inh: T. H. H. Falk, Mitgl. e. E.K.	[1134, 590, 1452, 630]
entry-column-4	[1134, 190, 1452, 1990]
directory-entry: — Wwe.,Wilhelmine,Hansdorferstr. ht. 25, ✉ 22	[162, 659, 382, 672]
entry-surname: Fahle	[162, 590, 189, 603]
directory-entry: Fahss, H., Artist, Mendelssohnstr. 1, ✉ 31	[810, 521, 1001, 534]
directory-entry: Fahden, J. M., Dachdecker, Borsteler chaussee 284, ✉ 20	[162, 258, 423, 271]
directory-entry: — Emil, Grünw., Reginenstr. 39, ✉ 27	[1134, 452, 1308, 465]
directory-entry: — Frau Andrea, Ditmar Koelstr. 2a, ✉9	[1134, 355, 1313, 368]
directory-entry: — Friedr., Lademstr., Billh. Röhrendamm 109, ✉ 27	[810, 203, 1047, 216]
entry-surname: Fahnenschreiber	[162, 769, 243, 782]
entry-surname: ⊙ Andr. Fahr	[162, 962, 230, 975]
directory-entry: — C., Maschinenputzer, Baustr. 19, H. C, ✉ 25	[810, 714, 1024, 727]
directory-entry: — W., Ingenieur, ☎ II, 2302, Annenstrasse 30, ✉ 4	[1134, 907, 1368, 920]
directory-entry: — J. F., Aufseher, Gluckstr. 47, ✉ 22	[486, 659, 653, 672]
directory-entry: — Siegfr., Milchhdlg., Dillstr. 6, ✉ 13	[810, 1031, 983, 1044]
directory-entry: — Wwe., F., Zeughausstr. 42, ✉ 9	[486, 824, 640, 837]
directory-entry: Fahner, H., Brauer, Seilerstr. 39, ✉ 4	[162, 783, 332, 796]
directory-entry: — Jacob, Bugsirgesch.,Baumwall6,✉11. Wohn: ☎ 1,7128, Rambachstr. 4, ✉ 9	[162, 341, 480, 368]
entry-surname: Falius	[1134, 286, 1164, 299]
directory-entry: — Peter, Vorkführer, neust. Neuerweg 41, ✉ 9	[810, 617, 1019, 630]
entry-surname: J.	[162, 231, 171, 244]
directory-entry: — W. W. J., Oberaltenallee 29, ✉ 22	[810, 452, 975, 465]
directory-entry: — Wilh., Ewerführer, Schützenhof24/26, H. 20, ✉ 22	[810, 355, 1051, 368]
column-divider	[1131, 190, 1132, 1990]
